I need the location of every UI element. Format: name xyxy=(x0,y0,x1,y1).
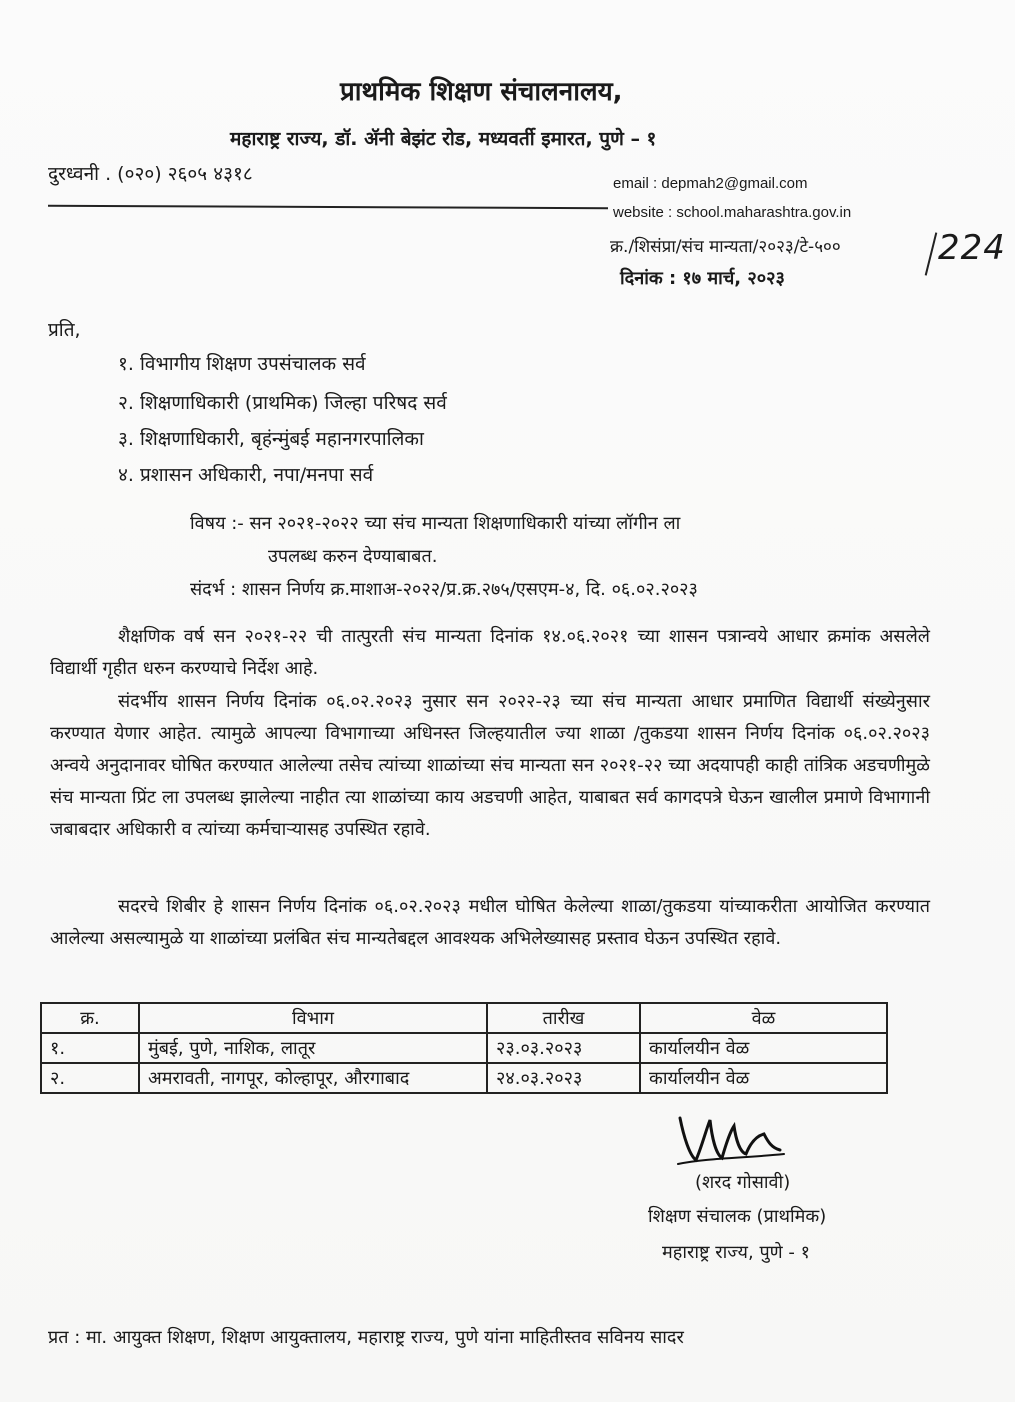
schedule-table xyxy=(40,1002,888,1094)
table-row xyxy=(41,1063,887,1093)
handwritten-outward-number: 224 xyxy=(938,228,1006,268)
copy-to-line: प्रत : मा. आयुक्त शिक्षण, शिक्षण आयुक्तालय, महाराष्ट्र राज्य, पुणे यांना माहितीस्तव सविनय सादर xyxy=(48,1327,684,1348)
recipient-item: १. विभागीय शिक्षण उपसंचालक सर्व xyxy=(118,353,366,375)
header-divider xyxy=(48,205,608,209)
table-cell: १. xyxy=(41,1033,139,1063)
table-cell: कार्यालयीन वेळ xyxy=(640,1063,887,1093)
reference-number: क्र./शिसंप्रा/संच मान्यता/२०२३/टे-५०० xyxy=(610,237,841,257)
recipient-item: ३. शिक्षणाधिकारी, बृहंन्मुंबई महानगरपालिका xyxy=(118,428,424,450)
body-paragraph-2: संदर्भीय शासन निर्णय दिनांक ०६.०२.२०२३ नुसार सन २०२२-२३ च्या संच मान्यता आधार प्रमाणित विद्यार्थी संख्येनुसार करण्यात येणार आहेत. त्यामुळे आपल्या विभागाच्या अधिनस्त जिल्हयातील ज्या शाळा /तुकडया शासन निर्णय दिनांक ०६.०२.२०२३ अन्वये अनुदानावर घोषित करण्यात आलेल्या तसेच त्यांच्या शाळांच्या संच मान्यता सन २०२१-२२ च्या अदयापही काही तांत्रिक अडचणीमुळे संच मान्यता प्रिंट ला उपलब्ध झालेल्या नाहीत त्या शाळांच्या काय अडचणी आहेत, याबाबत सर्व कागदपत्रे घेऊन खालील प्रमाणे विभागानी जबाबदार अधिकारी व त्यांच्या कर्मचाऱ्यासह उपस्थित रहावे. xyxy=(50,691,930,840)
signatory-name: (शरद गोसावी) xyxy=(695,1172,791,1193)
body-paragraph-3: सदरचे शिबीर हे शासन निर्णय दिनांक ०६.०२.२०२३ मधील घोषित केलेल्या शाळा/तुकडया यांच्याकरीता आयोजित करण्यात आलेल्या असल्यामुळे या शाळांच्या प्रलंबित संच मान्यतेबद्दल आवश्यक अभिलेख्यासह प्रस्ताव घेऊन उपस्थित रहावे. xyxy=(50,896,930,949)
signature-mark xyxy=(676,1108,786,1168)
addressee-prefix: प्रति, xyxy=(48,319,81,341)
table-cell: २४.०३.२०२३ xyxy=(487,1063,640,1093)
table-row xyxy=(41,1033,887,1063)
office-title: प्राथमिक शिक्षण संचालनालय, xyxy=(340,77,623,107)
office-phone: दुरध्वनी . (०२०) २६०५ ४३१८ xyxy=(48,163,253,185)
signatory-designation: शिक्षण संचालक (प्राथमिक) xyxy=(648,1206,827,1227)
signatory-location: महाराष्ट्र राज्य, पुणे - १ xyxy=(662,1242,810,1263)
office-address: महाराष्ट्र राज्य, डॉ. ॲनी बेझंट रोड, मध्यवर्ती इमारत, पुणे – १ xyxy=(230,128,657,150)
table-header-row xyxy=(41,1003,887,1033)
header-cell: विभाग xyxy=(139,1003,487,1033)
subject-line-continued: उपलब्ध करुन देण्याबाबत. xyxy=(268,546,438,567)
table-cell: मुंबई, पुणे, नाशिक, लातूर xyxy=(139,1033,487,1063)
table-cell: कार्यालयीन वेळ xyxy=(640,1033,887,1063)
handwritten-slash xyxy=(925,232,938,275)
table-cell: २. xyxy=(41,1063,139,1093)
letter-date: दिनांक : १७ मार्च, २०२३ xyxy=(620,268,785,289)
table-cell: २३.०३.२०२३ xyxy=(487,1033,640,1063)
header-cell: वेळ xyxy=(640,1003,887,1033)
office-email: email : depmah2@gmail.com xyxy=(613,175,808,192)
recipient-item: ४. प्रशासन अधिकारी, नपा/मनपा सर्व xyxy=(118,464,374,486)
reference-line: संदर्भ : शासन निर्णय क्र.माशाअ-२०२२/प्र.क्र.२७५/एसएम-४, दि. ०६.०२.२०२३ xyxy=(190,579,698,600)
office-website: website : school.maharashtra.gov.in xyxy=(613,204,852,221)
header-cell: क्र. xyxy=(41,1003,139,1033)
header-cell: तारीख xyxy=(487,1003,640,1033)
table-cell: अमरावती, नागपूर, कोल्हापूर, औरगाबाद xyxy=(139,1063,487,1093)
recipient-item: २. शिक्षणाधिकारी (प्राथमिक) जिल्हा परिषद सर्व xyxy=(118,392,447,414)
subject-line: विषय :- सन २०२१-२०२२ च्या संच मान्यता शिक्षणाधिकारी यांच्या लॉगीन ला xyxy=(190,513,681,534)
body-paragraph-1: शैक्षणिक वर्ष सन २०२१-२२ ची तात्पुरती संच मान्यता दिनांक १४.०६.२०२१ च्या शासन पत्रान्वये आधार क्रमांक असलेले विद्यार्थी गृहीत धरुन करण्याचे निर्देश आहे. xyxy=(50,626,930,679)
